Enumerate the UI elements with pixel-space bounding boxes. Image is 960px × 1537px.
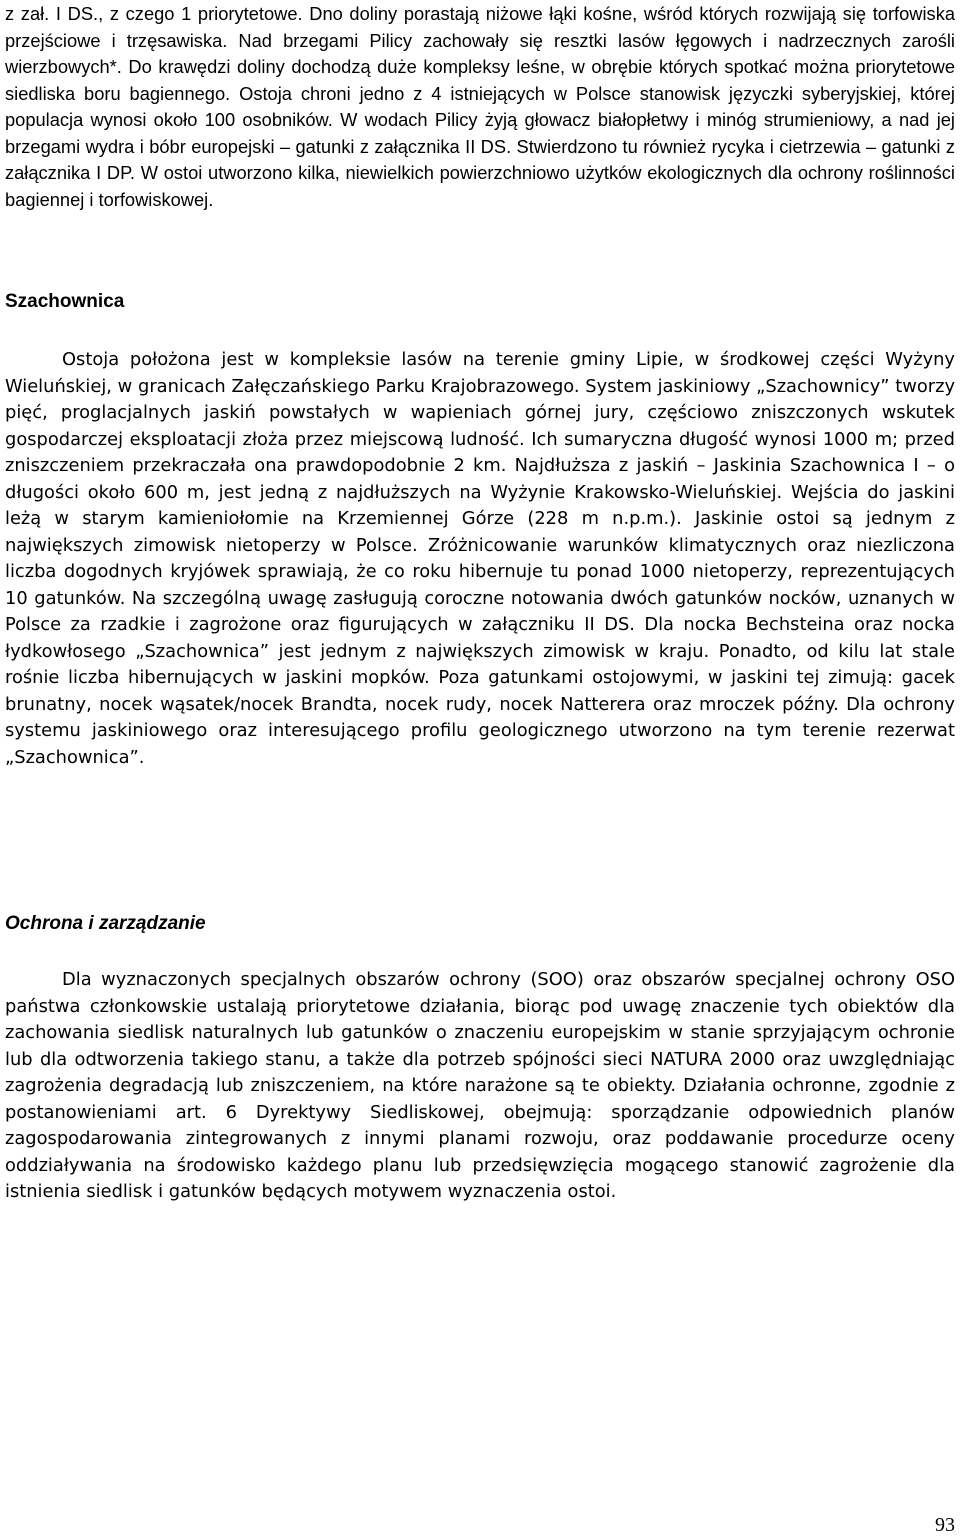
intro-paragraph: z zał. I DS., z czego 1 priorytetowe. Dno doliny porastają niżowe łąki kośne, wśród których rozwijają się torfowiska przejściowe i trzęsawiska. Nad brzegami Pilicy zachowały się resztki lasów łęgowych i nadrzecznych zarośli wierzbowych*. Do krawędzi doliny dochodzą duże kompleksy leśne, w obrębie których spotkać można priorytetowe siedliska boru bagiennego. Ostoja chroni jedno z 4 istniejących w Polsce stanowisk języczki syberyjskiej, której populacja wynosi około 100 osobników. W wodach Pilicy żyją głowacz białopłetwy i minóg strumieniowy, a nad jej brzegami wydra i bóbr europejski – gatunki z załącznika II DS. Stwierdzono tu również rycyka i cietrzewia – gatunki z załącznika I DP. W ostoi utworzono kilka, niewielkich powierzchniowo użytków ekologicznych dla ochrony roślinności bagiennej i torfowiskowej. — [5, 3, 955, 210]
page-number: 93 — [935, 1514, 955, 1536]
section-paragraph-szachownica: Ostoja położona jest w kompleksie lasów na terenie gminy Lipie, w środkowej części Wyżyny Wieluńskiej, w granicach Załęczańskiego Parku Krajobrazowego. System jaskiniowy „Szachownicy” tworzy pięć, proglacjalnych jaskiń powstałych w wapieniach górnej jury, częściowo zniszczonych wskutek gospodarczej eksploatacji złoża przez miejscową ludność. Ich sumaryczna długość wynosi 1000 m; przed zniszczeniem przekraczała ona prawdopodobnie 2 km. Najdłuższa z jaskiń – Jaskinia Szachownica I – o długości około 600 m, jest jedną z najdłuższych na Wyżynie Krakowsko-Wieluńskiej. Wejścia do jaskini leżą w starym kamieniołomie na Krzemiennej Górze (228 m n.p.m.). Jaskinie ostoi są jednym z największych zimowisk nietoperzy w Polsce. Zróżnicowanie warunków klimatycznych oraz niezliczona liczba dogodnych kryjówek sprawiają, że co roku hibernuje tu ponad 1000 nietoperzy, reprezentujących 10 gatunków. Na szczególną uwagę zasługują coroczne notowania dwóch gatunków nocków, uznanych w Polsce za rzadkie i zagrożone oraz figurujących w załączniku II DS. Dla nocka Bechsteina oraz nocka łydkowłosego „Szachownica” jest jednym z największych zimowisk w kraju. Ponadto, od kilu lat stale rośnie liczba hibernujących w jaskini mopków. Poza gatunkami ostojowymi, w jaskini tej zimują: gacek brunatny, nocek wąsatek/nocek Brandta, nocek rudy, nocek Natterera oraz mroczek późny. Dla ochrony systemu jaskiniowego oraz interesującego profilu geologicznego utworzono na tym terenie rezerwat „Szachownica”. — [5, 349, 955, 768]
section-heading-szachownica: Szachownica — [5, 291, 125, 312]
section-paragraph-ochrona: Dla wyznaczonych specjalnych obszarów ochrony (SOO) oraz obszarów specjalnej ochrony OSO państwa członkowskie ustalają priorytetowe działania, biorąc pod uwagę znaczenie tych obiektów dla zachowania siedlisk naturalnych lub gatunków o znaczeniu europejskim w stanie sprzyjającym ochronie lub dla odtworzenia takiego stanu, a także dla potrzeb spójności sieci NATURA 2000 oraz uwzględniając zagrożenia degradacją lub zniszczeniem, na które narażone są te obiekty. Działania ochronne, zgodnie z postanowieniami art. 6 Dyrektywy Siedliskowej, obejmują: sporządzanie odpowiednich planów zagospodarowania zintegrowanych z innymi planami rozwoju, oraz poddawanie procedurze oceny oddziaływania na środowisko każdego planu lub przedsięwzięcia mogącego stanowić zagrożenie dla istnienia siedlisk i gatunków będących motywem wyznaczenia ostoi. — [5, 969, 955, 1202]
document-page — [5, 0, 955, 1202]
section-heading-ochrona: Ochrona i zarządzanie — [5, 913, 206, 934]
